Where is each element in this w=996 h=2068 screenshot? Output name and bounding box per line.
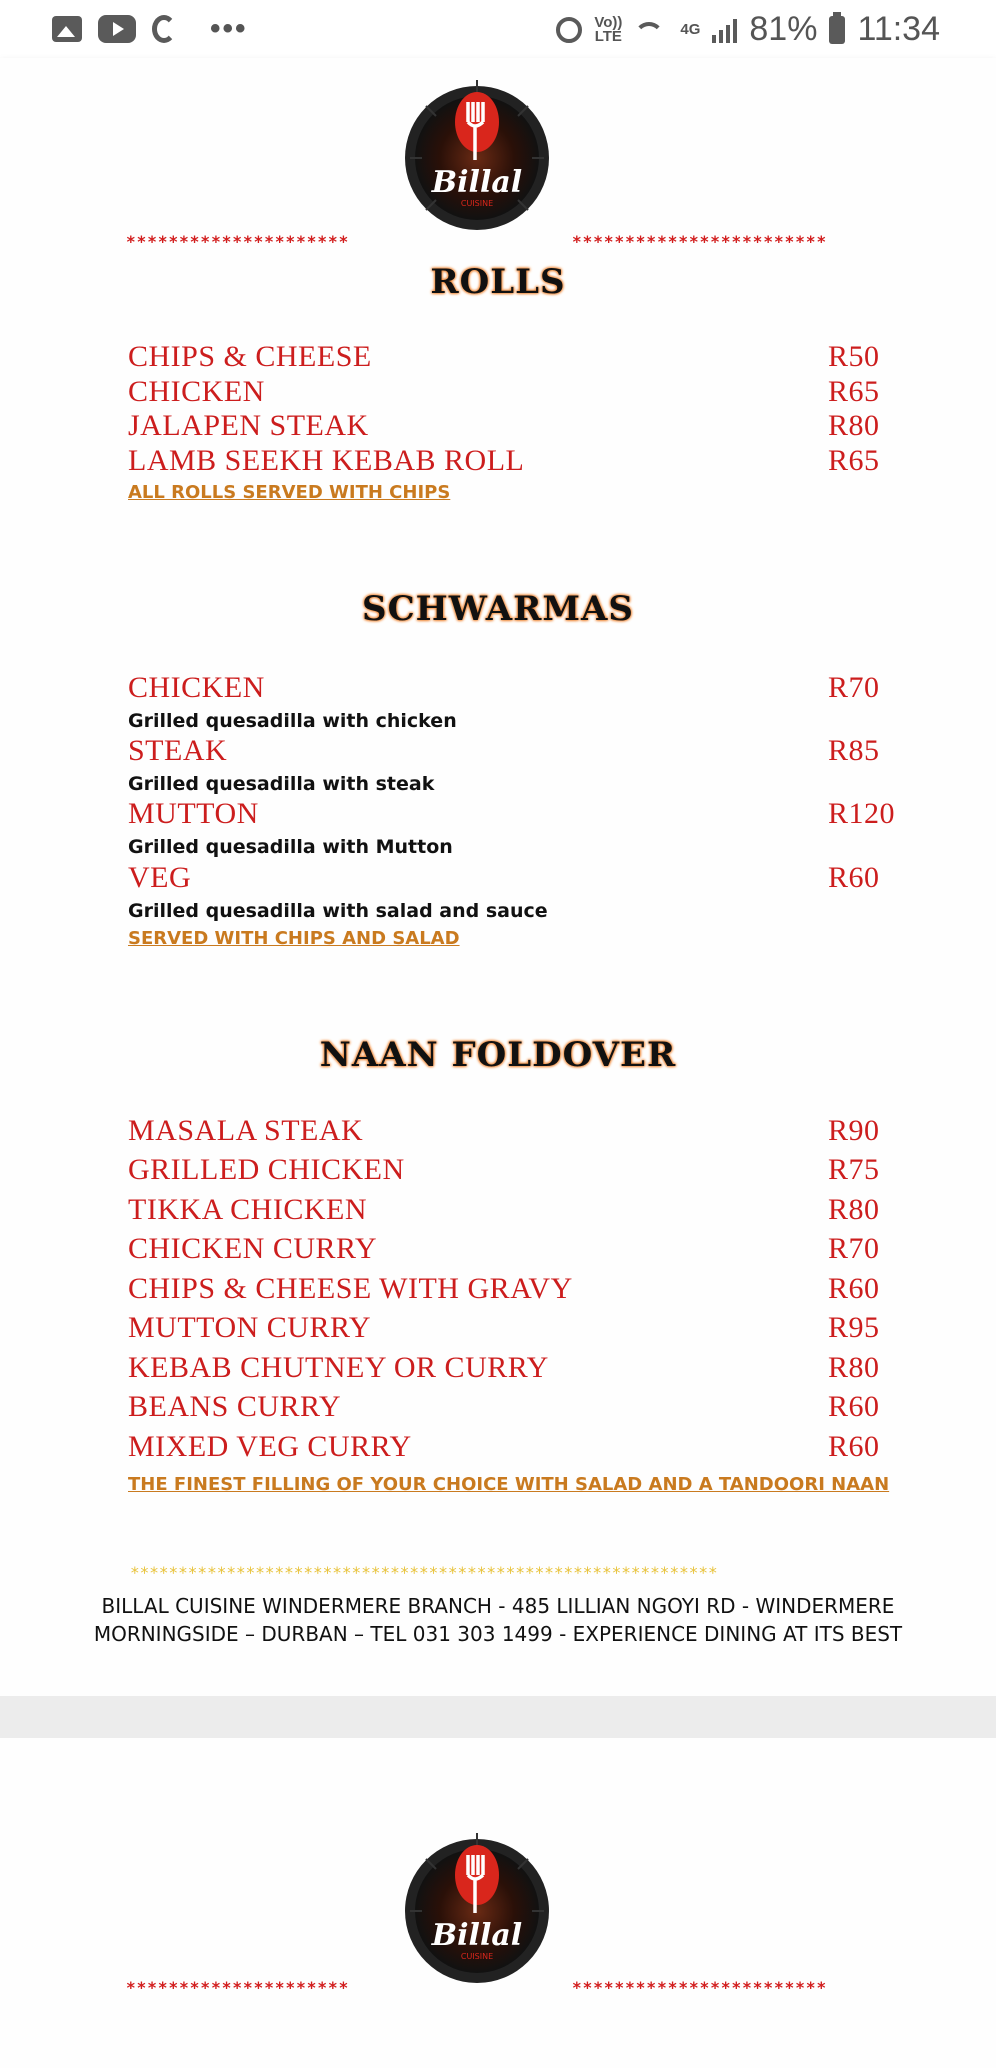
logo-subtext: CUISINE (460, 199, 494, 208)
schwarmas-item-desc: Grilled quesadilla with steak (128, 773, 435, 795)
rolls-item-price: R50 (828, 340, 880, 373)
rolls-item-name: JALAPEN STEAK (128, 409, 369, 442)
billal-logo (400, 70, 555, 240)
data-type-indicator: 4G (680, 20, 701, 38)
rolls-item-name: CHICKEN (128, 375, 265, 408)
naan-item-name: MIXED VEG CURRY (128, 1430, 412, 1463)
schwarmas-item-desc: Grilled quesadilla with Mutton (128, 836, 453, 858)
naan-item-price: R80 (828, 1351, 880, 1384)
menu-page-2 (0, 1738, 996, 2068)
stars-right: ************************ (572, 1978, 828, 1997)
naan-item-name: KEBAB CHUTNEY OR CURRY (128, 1351, 549, 1384)
menu-page (0, 58, 996, 1696)
naan-item-name: TIKKA CHICKEN (128, 1193, 367, 1226)
footer-line-1: BILLAL CUISINE WINDERMERE BRANCH - 485 LILLIAN NGOYI RD - WINDERMERE (101, 1594, 895, 1618)
naan-item-price: R60 (828, 1430, 880, 1463)
schwarmas-item-desc: Grilled quesadilla with salad and sauce (128, 900, 548, 922)
wifi-icon (634, 18, 668, 42)
footer-line-2: MORNINGSIDE – DURBAN – TEL 031 303 1499 - EXPERIENCE DINING AT ITS BEST (93, 1622, 903, 1646)
c-app-icon (152, 15, 176, 43)
logo-text: Billal (431, 1918, 523, 1953)
footer-stars: ************************************************************* (130, 1563, 718, 1582)
schwarmas-item-name: VEG (128, 861, 192, 894)
naan-item-price: R70 (828, 1232, 880, 1265)
rolls-note: ALL ROLLS SERVED WITH CHIPS (128, 482, 451, 503)
schwarmas-item-price: R120 (828, 797, 896, 830)
network-label: LTE (594, 27, 622, 45)
naan-item-price: R95 (828, 1311, 880, 1344)
naan-item-price: R75 (828, 1153, 880, 1186)
footer-address (0, 1592, 996, 1648)
status-bar (0, 0, 996, 58)
alarm-icon (556, 17, 582, 43)
naan-item-name: MASALA STEAK (128, 1114, 364, 1147)
naan-note: THE FINEST FILLING OF YOUR CHOICE WITH SALAD AND A TANDOORI NAAN (128, 1474, 890, 1495)
schwarmas-item-price: R85 (828, 734, 880, 767)
schwarmas-item-name: STEAK (128, 734, 228, 767)
logo-text: Billal (431, 165, 523, 200)
volte-indicator (594, 13, 623, 45)
schwarmas-item-price: R70 (828, 671, 880, 704)
more-dots-icon: ••• (210, 12, 248, 45)
naan-title: NAAN FOLDOVER (319, 1035, 677, 1075)
rolls-item-price: R65 (828, 375, 880, 408)
schwarmas-item-desc: Grilled quesadilla with chicken (128, 710, 457, 732)
signal-icon (712, 17, 737, 43)
page-gap (0, 1696, 996, 1738)
logo-subtext: CUISINE (460, 1952, 494, 1961)
clock: 11:34 (857, 10, 940, 48)
schwarmas-title: SCHWARMAS (362, 589, 634, 629)
naan-item-price: R80 (828, 1193, 880, 1226)
naan-item-price: R60 (828, 1390, 880, 1423)
battery-percent: 81% (749, 10, 818, 48)
rolls-item-name: LAMB SEEKH KEBAB ROLL (128, 444, 525, 477)
naan-item-name: BEANS CURRY (128, 1390, 342, 1423)
battery-icon (829, 16, 845, 44)
gallery-icon (52, 16, 82, 42)
volte-label: Vo)) (594, 13, 623, 31)
billal-logo (400, 1823, 555, 1993)
stars-left: ********************* (126, 232, 350, 251)
stars-left: ********************* (126, 1978, 350, 1997)
rolls-item-price: R80 (828, 409, 880, 442)
naan-item-name: GRILLED CHICKEN (128, 1153, 405, 1186)
rolls-item-name: CHIPS & CHEESE (128, 340, 372, 373)
naan-item-price: R90 (828, 1114, 880, 1147)
rolls-item-price: R65 (828, 444, 880, 477)
naan-item-name: MUTTON CURRY (128, 1311, 371, 1344)
schwarmas-note: SERVED WITH CHIPS AND SALAD (128, 928, 460, 949)
status-bar-notifications (52, 12, 248, 46)
naan-item-price: R60 (828, 1272, 880, 1305)
schwarmas-item-name: MUTTON (128, 797, 259, 830)
naan-item-name: CHICKEN CURRY (128, 1232, 378, 1265)
youtube-icon (98, 15, 136, 43)
naan-item-name: CHIPS & CHEESE WITH GRAVY (128, 1272, 573, 1305)
stars-right: ************************ (572, 232, 828, 251)
schwarmas-item-name: CHICKEN (128, 671, 265, 704)
schwarmas-item-price: R60 (828, 861, 880, 894)
status-bar-system (556, 10, 940, 49)
rolls-title: ROLLS (430, 262, 566, 302)
